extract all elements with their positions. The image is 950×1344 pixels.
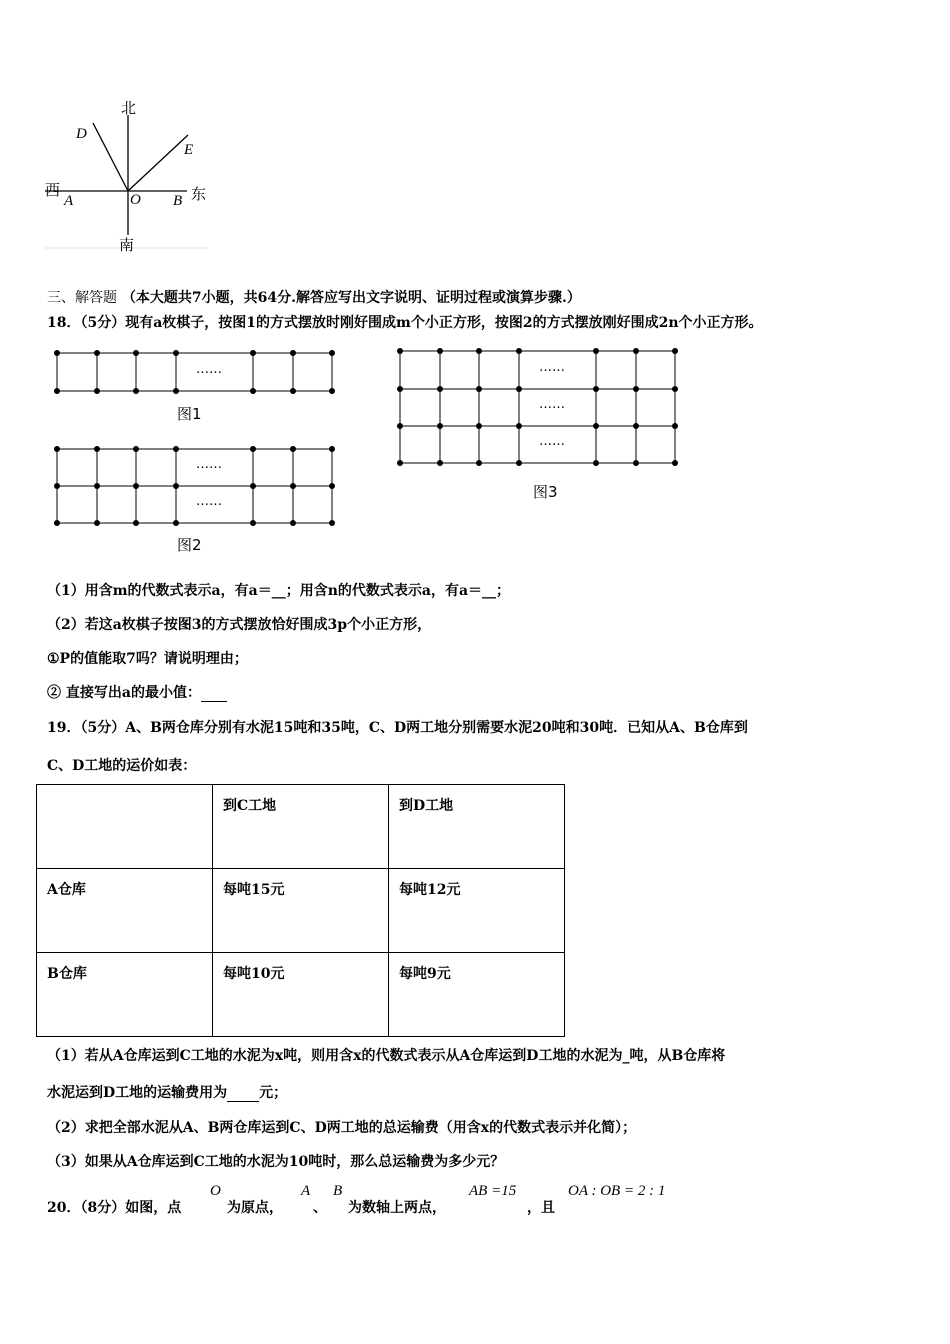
figure-2-ellipsis-bottom: ……: [196, 494, 222, 509]
q20-stem: [47, 1180, 747, 1220]
point-b-label: B: [173, 193, 183, 209]
table-header-row: [37, 785, 565, 869]
table-row: [37, 953, 565, 1037]
figure-2-grid: [50, 443, 340, 528]
q19-part1-line2-text: 水泥运到D工地的运输费用为: [47, 1085, 228, 1101]
q20-point-o: O: [210, 1183, 221, 1199]
point-o-label: O: [130, 192, 141, 208]
q20-mid1: 为原点，: [227, 1200, 283, 1216]
section-title: 三、解答题: [47, 290, 117, 306]
table-row: [37, 869, 565, 953]
q20-ratio: OA : OB = 2 : 1: [568, 1183, 666, 1199]
table-cell: 每吨12元: [389, 869, 565, 953]
q18-part2-sub1: ①P的值能取7吗？请说明理由；: [47, 651, 248, 667]
table-cell: 每吨15元: [213, 869, 389, 953]
q20-prefix: 20．（8分）如图，点: [47, 1200, 182, 1216]
table-cell: A仓库: [37, 869, 213, 953]
table-cell: 到C工地: [213, 785, 389, 869]
north-label: 北: [121, 99, 137, 117]
q19-part1-line2: [47, 1082, 287, 1102]
table-cell: 每吨9元: [389, 953, 565, 1037]
figure-2-caption: 图2: [177, 536, 202, 554]
figure-1-caption: 图1: [177, 405, 202, 423]
point-e-label: E: [184, 142, 194, 158]
cost-table: [36, 784, 565, 1037]
figure-3-ellipsis-2: ……: [539, 397, 565, 412]
q19-part3: （3）如果从A仓库运到C工地的水泥为10吨时，那么总运输费为多少元？: [47, 1154, 505, 1170]
answer-blank: [227, 1085, 259, 1102]
q20-ab-equation: AB =15: [469, 1183, 517, 1199]
compass-figure: [40, 95, 220, 255]
q20-mid2: 为数轴上两点，: [348, 1200, 446, 1216]
south-label: 南: [119, 236, 135, 254]
q20-point-a: A: [301, 1183, 311, 1199]
figure-3-caption: 图3: [533, 483, 558, 501]
table-cell: 到D工地: [389, 785, 565, 869]
section-heading: [47, 287, 581, 307]
q20-separator: 、: [313, 1200, 327, 1216]
table-cell: B仓库: [37, 953, 213, 1037]
q18-stem: 18．（5分）现有a枚棋子，按图1的方式摆放时刚好围成m个小正方形，按图2的方式摆放刚好围成2n个小正方形。: [47, 315, 763, 331]
east-label: 东: [191, 185, 207, 203]
figure-2-ellipsis-top: ……: [196, 457, 222, 472]
point-d-label: D: [76, 126, 87, 142]
answer-blank: [201, 685, 227, 702]
q18-part2-sub2: [47, 682, 227, 702]
q18-part2-sub2-text: ② 直接写出a的最小值：: [47, 685, 201, 701]
point-a-label: A: [64, 193, 74, 209]
q20-comma: ，且: [527, 1200, 555, 1216]
figure-1-grid: [50, 347, 340, 397]
q18-part2: （2）若这a枚棋子按图3的方式摆放恰好围成3p个小正方形，: [47, 617, 432, 633]
q19-part1-line2-end: 元；: [259, 1085, 288, 1101]
table-cell: [37, 785, 213, 869]
figure-1-ellipsis: ……: [196, 362, 222, 377]
table-cell: 每吨10元: [213, 953, 389, 1037]
q19-stem-line2: C、D工地的运价如表：: [47, 758, 197, 774]
q19-part2: （2）求把全部水泥从A、B两仓库运到C、D两工地的总运输费（用含x的代数式表示并化简）；: [47, 1120, 637, 1136]
compass-lines: [40, 95, 220, 255]
figure-3-ellipsis-1: ……: [539, 360, 565, 375]
q19-part1-line1: （1）若从A仓库运到C工地的水泥为x吨，则用含x的代数式表示从A仓库运到D工地的水泥为_吨，从B仓库将: [47, 1048, 726, 1064]
figure-3-grid: [393, 345, 683, 470]
q19-stem-line1: 19．（5分）A、B两仓库分别有水泥15吨和35吨，C、D两工地分别需要水泥20吨和30吨．已知从A、B仓库到: [47, 720, 748, 736]
figure-3-ellipsis-3: ……: [539, 434, 565, 449]
q20-point-b: B: [333, 1183, 343, 1199]
section-note: （本大题共7小题，共64分.解答应写出文字说明、证明过程或演算步骤.）: [121, 290, 581, 306]
west-label: 西: [45, 181, 61, 199]
q18-part1: （1）用含m的代数式表示a，有a＝__；用含n的代数式表示a，有a＝__；: [47, 583, 511, 599]
